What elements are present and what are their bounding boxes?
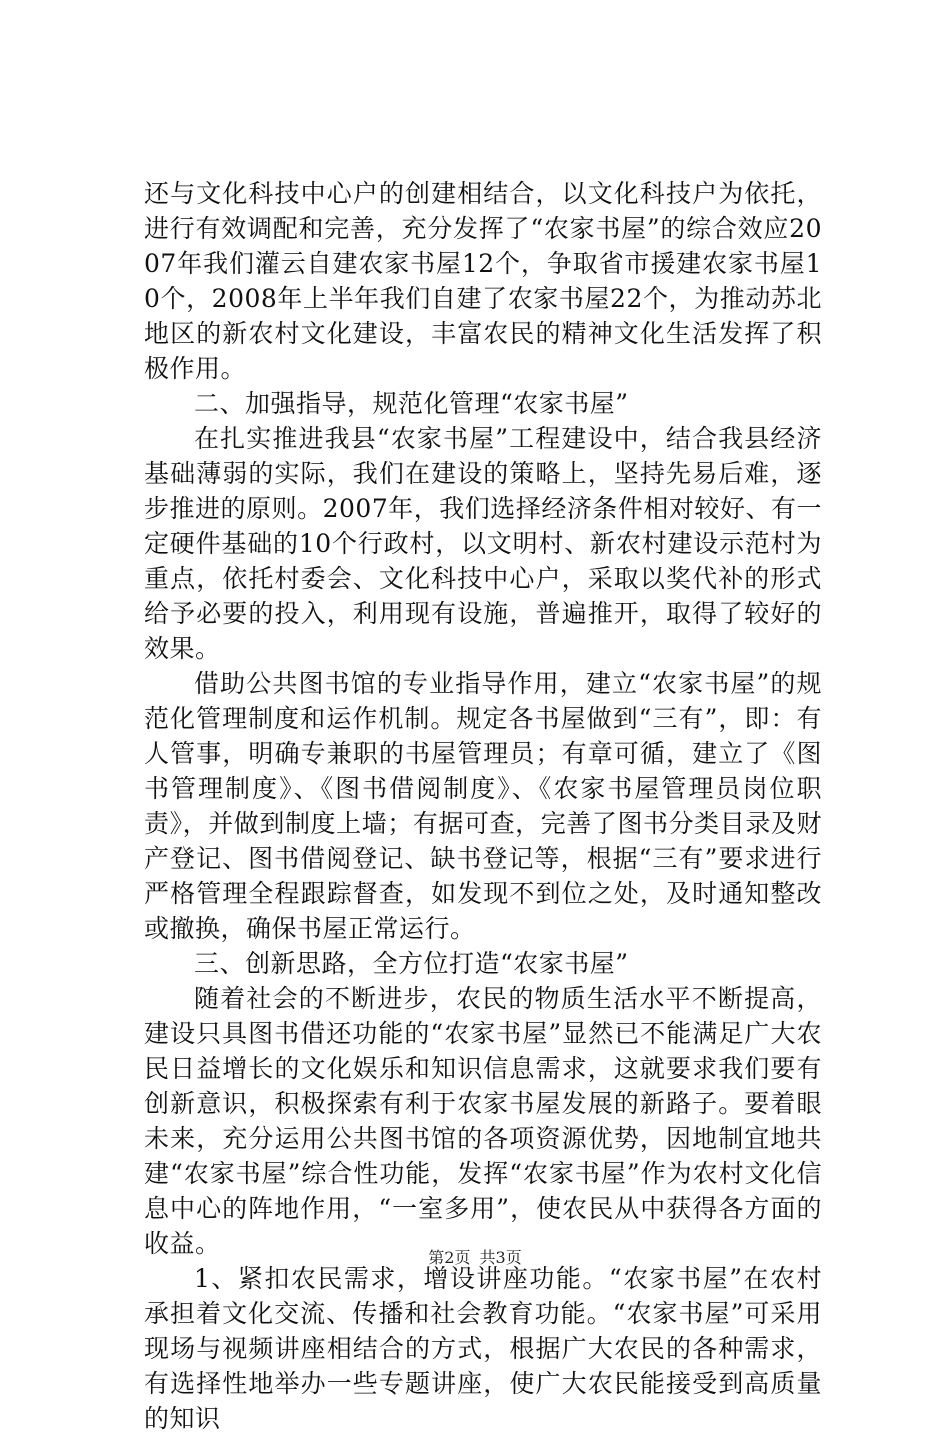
section-heading-2: 二、加强指导，规范化管理“农家书屋” [194, 389, 629, 418]
paragraph: 随着社会的不断进步，农民的物质生活水平不断提高，建设只具图书借还功能的“农家书屋”显然已不能满足广大农民日益增长的文化娱乐和知识信息需求，这就要求我们要有创新意识，积极探索有利于农家书屋发展的新路子。要着眼未来，充分运用公共图书馆的各项资源优势，因地制宜地共建“农家书屋”综合性功能，发挥“农家书屋”作为农村文化信息中心的阵地作用，“一室多用”，使农民从中获得各方面的收益。 [144, 984, 822, 1258]
page-number: 第2页 [428, 1248, 471, 1267]
page-total: 共3页 [479, 1248, 522, 1267]
page-footer [0, 1245, 950, 1268]
paragraph: 借助公共图书馆的专业指导作用，建立“农家书屋”的规范化管理制度和运作机制。规定各书屋做到“三有”，即：有人管事，明确专兼职的书屋管理员；有章可循，建立了《图书管理制度》、《图书借阅制度》、《农家书屋管理员岗位职责》，并做到制度上墙；有据可查，完善了图书分类目录及财产登记、图书借阅登记、缺书登记等，根据“三有”要求进行严格管理全程跟踪督查，如发现不到位之处，及时通知整改或撤换，确保书屋正常运行。 [144, 669, 822, 943]
paragraph: 在扎实推进我县“农家书屋”工程建设中，结合我县经济基础薄弱的实际，我们在建设的策略上，坚持先易后难，逐步推进的原则。2007年，我们选择经济条件相对较好、有一定硬件基础的10个行政村，以文明村、新农村建设示范村为重点，依托村委会、文化科技中心户，采取以奖代补的形式给予必要的投入，利用现有设施，普遍推开，取得了较好的效果。 [144, 424, 822, 663]
section-heading-3: 三、创新思路，全方位打造“农家书屋” [194, 949, 629, 978]
paragraph-continuation: 还与文化科技中心户的创建相结合，以文化科技户为依托，进行有效调配和完善，充分发挥了“农家书屋”的综合效应2007年我们灌云自建农家书屋12个，争取省市援建农家书屋10个，2008年上半年我们自建了农家书屋22个，为推动苏北地区的新农村文化建设，丰富农民的精神文化生活发挥了积极作用。 [144, 179, 822, 383]
paragraph: 1、紧扣农民需求，增设讲座功能。“农家书屋”在农村承担着文化交流、传播和社会教育功能。“农家书屋”可采用现场与视频讲座相结合的方式，根据广大农民的各种需求，有选择性地举办一些专题讲座，使广大农民能接受到高质量的知识 [144, 1264, 822, 1433]
